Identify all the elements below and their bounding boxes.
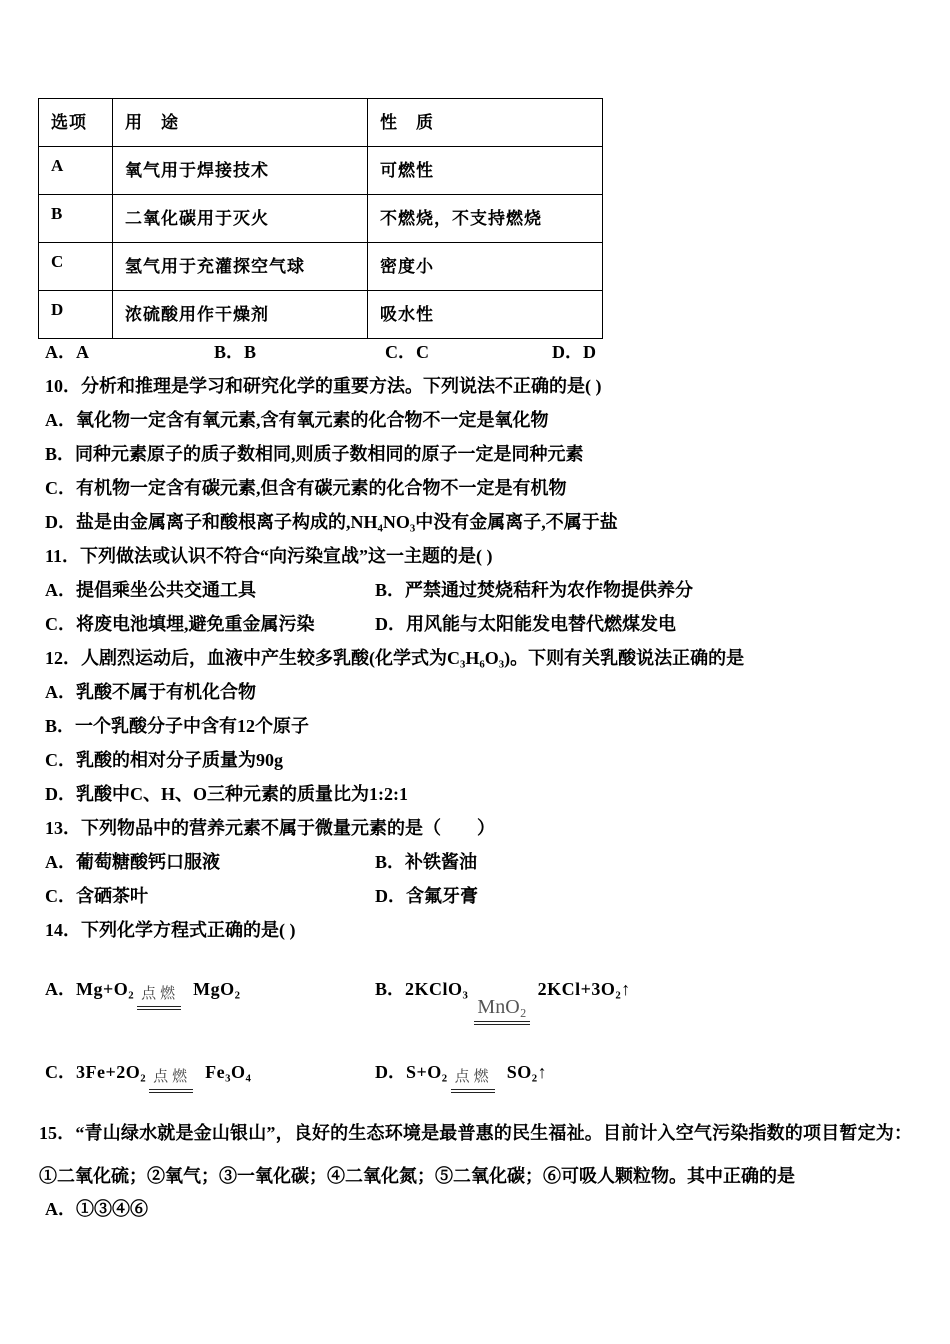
q12-stem: 12．人剧烈运动后，血液中产生较多乳酸(化学式为C₃H₆O₃)。下则有关乳酸说法正确的是 (45, 648, 745, 668)
q13-option-a: A．葡萄糖酸钙口服液 (45, 852, 220, 872)
q14-eq-d-lhs: S+O₂ (406, 1062, 448, 1082)
table-cell-option: D (39, 291, 113, 339)
q10-stem: 10．分析和推理是学习和研究化学的重要方法。下列说法不正确的是( ) (45, 376, 602, 396)
q13-stem: 13．下列物品中的营养元素不属于微量元素的是（ ） (45, 818, 495, 838)
q13-options-ab (45, 851, 477, 873)
q14-eq-a-condition: 点燃 (141, 986, 180, 1002)
q12-option-b: B．一个乳酸分子中含有12个原子 (45, 716, 310, 736)
q14-eq-b-rhs: 2KCl+3O₂↑ (537, 979, 631, 999)
table-cell-property: 可燃性 (368, 147, 603, 195)
table-cell-use: 二氧化碳用于灭火 (113, 195, 368, 243)
q14-equation-d (375, 1061, 547, 1093)
q11-option-a: A．提倡乘坐公共交通工具 (45, 580, 256, 600)
uses-properties-table (38, 98, 603, 339)
double-line (451, 1089, 495, 1093)
q15-stem: 15．“青山绿水就是金山银山”，良好的生态环境是最普惠的民生福祉。目前计入空气污染指数的项目暂定为：①二氧化硫；②氧气；③一氧化碳；④二氧化氮；⑤二氧化碳；⑥可吸人颗粒物。其中正确的是 (39, 1123, 912, 1186)
q13-options-cd (45, 885, 478, 907)
q14-equation-a (45, 978, 241, 1010)
table-cell-use: 氧气用于焊接技术 (113, 147, 368, 195)
ignition-condition (137, 983, 181, 1010)
q11-option-d: D．用风能与太阳能发电替代燃煤发电 (375, 614, 676, 634)
table-cell-use: 氢气用于充灌探空气球 (113, 243, 368, 291)
q14-eq-c-rhs: Fe₃O₄ (205, 1062, 252, 1082)
answer-option-c: C．C (385, 342, 429, 362)
table-cell-option: C (39, 243, 113, 291)
table-header-property: 性 质 (368, 99, 603, 147)
q14-eq-b-condition: MnO₂ (477, 996, 527, 1018)
q12-option-c: C．乳酸的相对分子质量为90g (45, 750, 283, 770)
q11-option-b: B．严禁通过焚烧秸秆为农作物提供养分 (375, 580, 694, 600)
q12-option-d: D．乳酸中C、H、O三种元素的质量比为1:2:1 (45, 784, 408, 804)
double-line (474, 1021, 529, 1025)
q14-eq-b-label: B． (375, 979, 406, 999)
answer-option-d: D．D (552, 342, 596, 362)
table-cell-property: 不燃烧，不支持燃烧 (368, 195, 603, 243)
table-row (39, 291, 603, 339)
q14-eq-d-rhs: SO₂↑ (506, 1062, 548, 1082)
table-cell-property: 密度小 (368, 243, 603, 291)
q10-option-d: D．盐是由金属离子和酸根离子构成的,NH₄NO₃中没有金属离子,不属于盐 (45, 512, 618, 532)
table-row (39, 195, 603, 243)
q10-option-b: B．同种元素原子的质子数相同,则质子数相同的原子一定是同种元素 (45, 444, 584, 464)
q10-option-c: C．有机物一定含有碳元素,但含有碳元素的化合物不一定是有机物 (45, 478, 567, 498)
q12-option-a: A．乳酸不属于有机化合物 (45, 682, 256, 702)
table-cell-property: 吸水性 (368, 291, 603, 339)
q10-option-a: A．氧化物一定含有氧元素,含有氧元素的化合物不一定是氧化物 (45, 410, 549, 430)
table-header-use: 用 途 (113, 99, 368, 147)
q11-options-ab (45, 579, 693, 601)
q14-eq-a-label: A． (45, 979, 76, 999)
answer-options-row (45, 341, 596, 363)
q15-option-a: A．①③④⑥ (45, 1199, 148, 1219)
double-line (149, 1089, 193, 1093)
q14-stem: 14．下列化学方程式正确的是( ) (45, 920, 296, 940)
q13-option-d: D．含氟牙膏 (375, 886, 478, 906)
q14-eq-d-condition: 点燃 (454, 1069, 493, 1085)
q14-eq-c-condition: 点燃 (153, 1069, 192, 1085)
q14-equation-c (45, 1061, 251, 1093)
answer-option-b: B．B (214, 342, 257, 362)
q13-option-b: B．补铁酱油 (375, 852, 478, 872)
ignition-condition (451, 1066, 495, 1093)
q14-eq-b-lhs: 2KClO₃ (405, 979, 469, 999)
q11-options-cd (45, 613, 676, 635)
q11-option-c: C．将废电池填埋,避免重金属污染 (45, 614, 315, 634)
table-cell-option: A (39, 147, 113, 195)
q14-eq-c-label: C． (45, 1062, 76, 1082)
table-cell-use: 浓硫酸用作干燥剂 (113, 291, 368, 339)
q14-eq-d-label: D． (375, 1062, 406, 1082)
table-cell-option: B (39, 195, 113, 243)
q13-option-c: C．含硒茶叶 (45, 886, 148, 906)
q14-eq-c-lhs: 3Fe+2O₂ (76, 1062, 147, 1082)
catalyst-condition (474, 996, 529, 1025)
q11-stem: 11．下列做法或认识不符合“向污染宣战”这一主题的是( ) (45, 546, 493, 566)
q14-eq-a-rhs: MgO₂ (193, 979, 241, 999)
double-line (137, 1006, 181, 1010)
table-row (39, 243, 603, 291)
table-header-option: 选项 (39, 99, 113, 147)
q14-eq-a-lhs: Mg+O₂ (76, 979, 135, 999)
table-row (39, 147, 603, 195)
table-header-row (39, 99, 603, 147)
ignition-condition (149, 1066, 193, 1093)
answer-option-a: A．A (45, 342, 89, 362)
q14-equation-b (375, 978, 631, 1025)
